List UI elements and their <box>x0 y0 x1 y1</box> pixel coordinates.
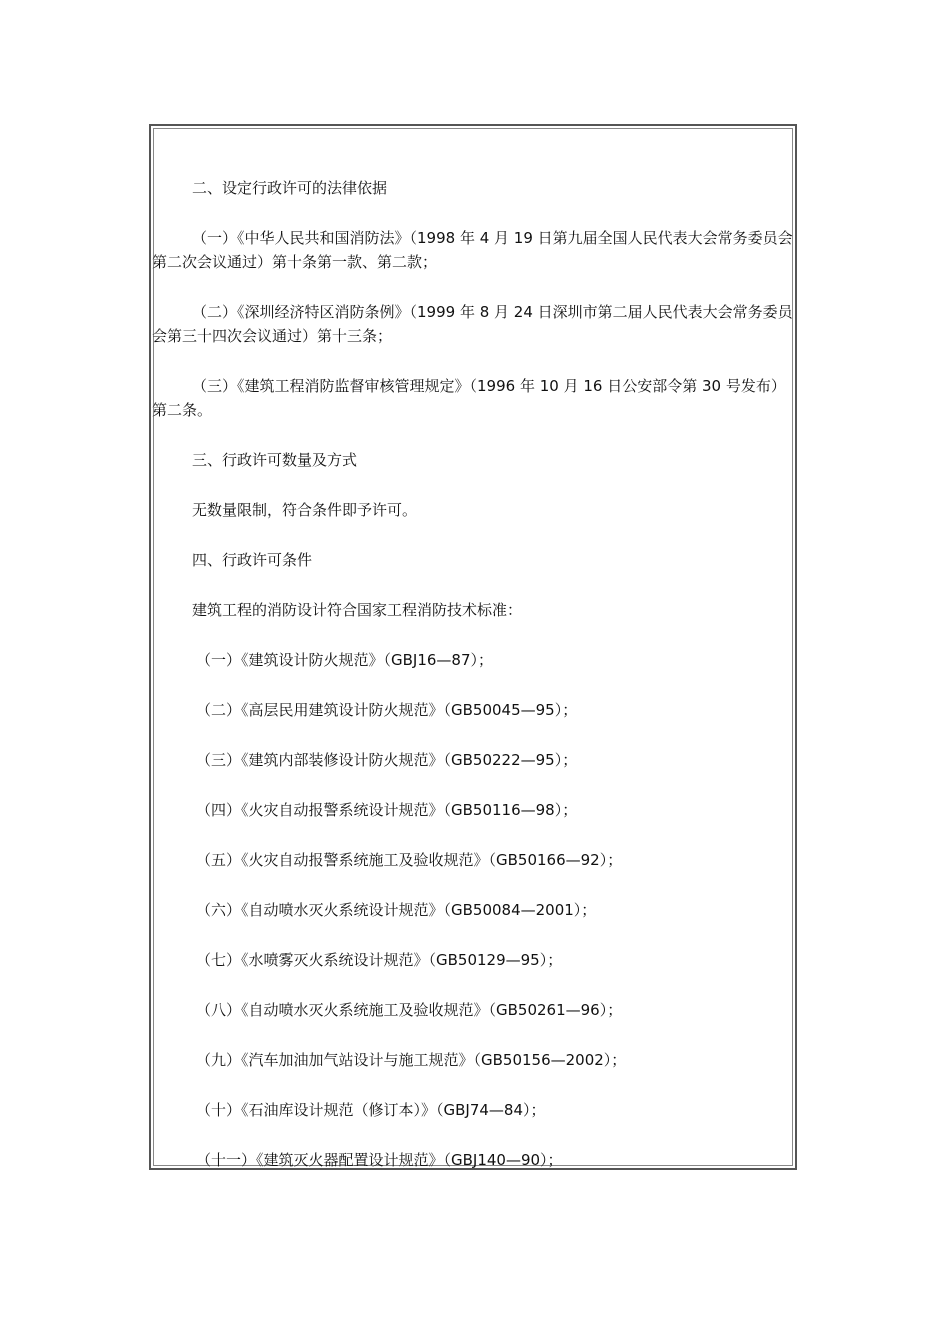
conditions-intro: 建筑工程的消防设计符合国家工程消防技术标准： <box>192 601 523 619</box>
standard-list-item: （十一）《建筑灭火器配置设计规范》（GBJ140—90）； <box>196 1151 563 1169</box>
standard-list-item: （八）《自动喷水灭火系统施工及验收规范》（GB50261—96）； <box>196 1001 623 1019</box>
section-heading-legal-basis: 二、设定行政许可的法律依据 <box>192 179 388 197</box>
standard-list-item: （一）《建筑设计防火规范》（GBJ16—87）； <box>196 651 494 669</box>
standard-list-item: （五）《火灾自动报警系统施工及验收规范》（GB50166—92）； <box>196 851 623 869</box>
standard-list-item: （十）《石油库设计规范（修订本）》（GBJ74—84）； <box>196 1101 546 1119</box>
standard-list-item: （二）《高层民用建筑设计防火规范》（GB50045—95）； <box>196 701 578 719</box>
quantity-text: 无数量限制，符合条件即予许可。 <box>192 501 418 519</box>
document-body <box>152 176 796 1198</box>
standard-list-item: （三）《建筑内部装修设计防火规范》（GB50222—95）； <box>196 751 578 769</box>
section-heading-quantity: 三、行政许可数量及方式 <box>192 451 358 469</box>
standard-list-item: （四）《火灾自动报警系统设计规范》（GB50116—98）； <box>196 801 578 819</box>
legal-basis-item: （一）《中华人民共和国消防法》（1998 年 4 月 19 日第九届全国人民代表大会常务委员会第二次会议通过）第十条第一款、第二款； <box>152 229 793 271</box>
standard-list-item: （六）《自动喷水灭火系统设计规范》（GB50084—2001）； <box>196 901 597 919</box>
legal-basis-item: （二）《深圳经济特区消防条例》（1999 年 8 月 24 日深圳市第二届人民代表大会常务委员会第三十四次会议通过）第十三条； <box>152 303 793 345</box>
legal-basis-item: （三）《建筑工程消防监督审核管理规定》（1996 年 10 月 16 日公安部令第 30 号发布）第二条。 <box>152 377 786 419</box>
standard-list-item: （九）《汽车加油加气站设计与施工规范》（GB50156—2002）； <box>196 1051 627 1069</box>
standard-list-item: （七）《水喷雾灭火系统设计规范》（GB50129—95）； <box>196 951 563 969</box>
section-heading-conditions: 四、行政许可条件 <box>192 551 313 569</box>
